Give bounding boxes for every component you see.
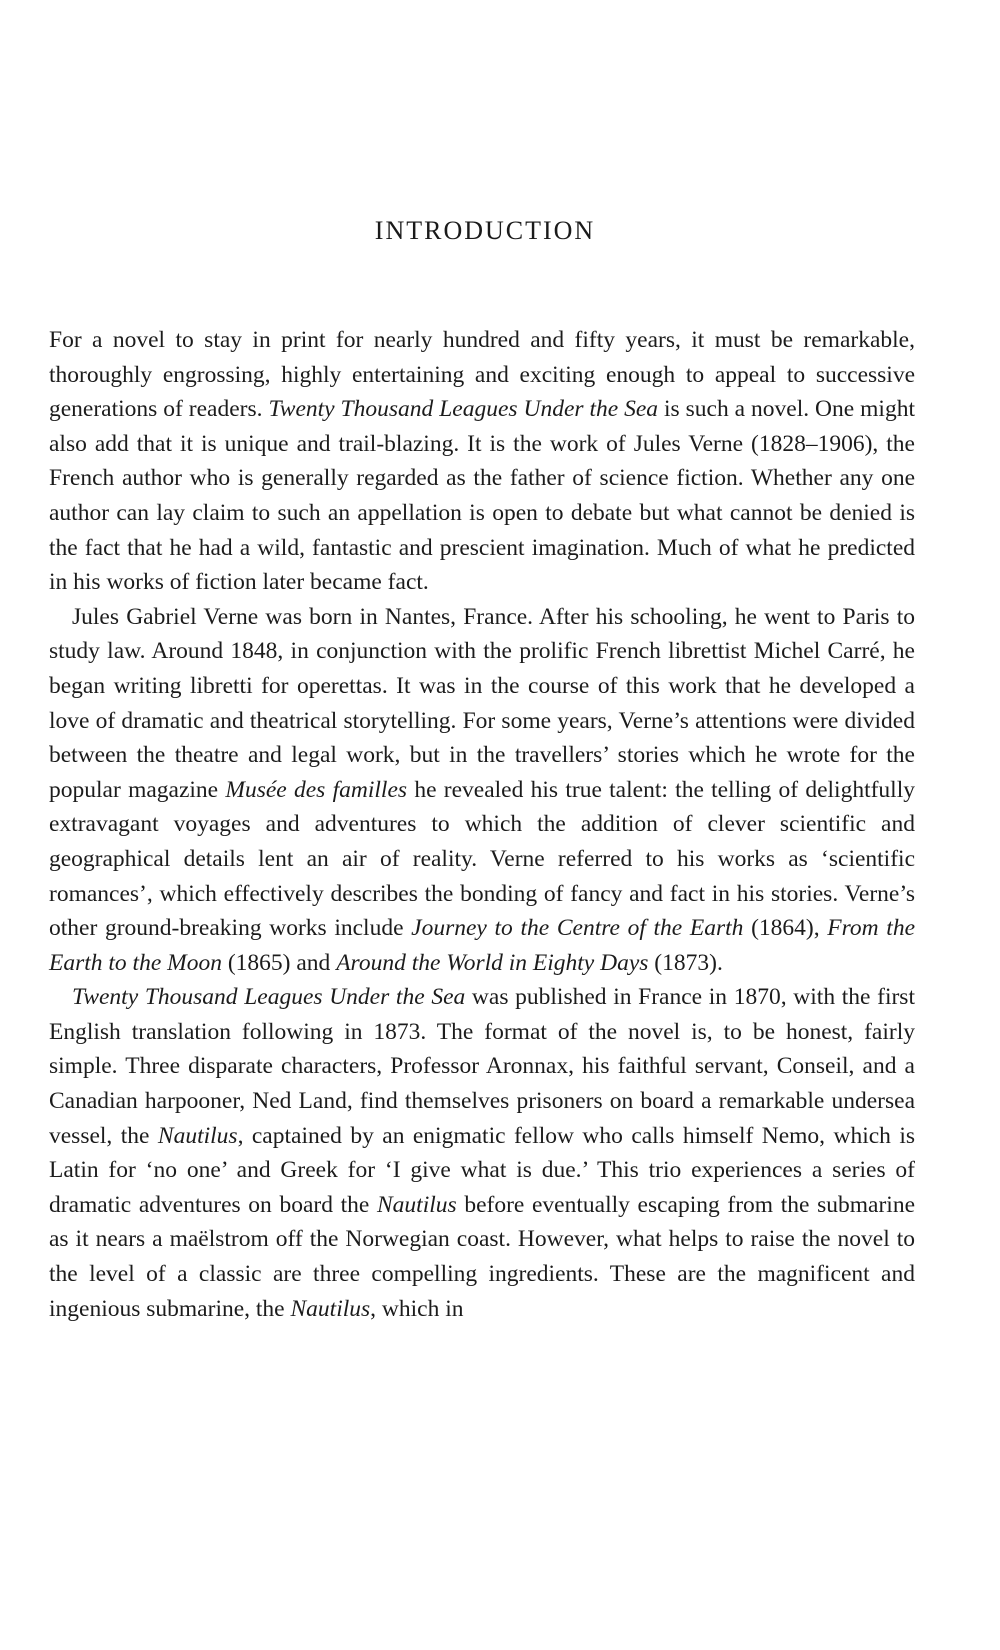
vessel-name-italic: Nautilus bbox=[377, 1191, 457, 1218]
text-segment: , captained by an enigmatic fellow who calls himself Nemo, which is Latin for ‘no one’ and Greek for ‘I give what is due.’ This trio experiences a series of dramatic adventures on board the bbox=[49, 1122, 916, 1218]
magazine-title-italic: Musée des familles bbox=[225, 776, 408, 803]
text-segment: before eventually escaping from the submarine as it nears a maëlstrom off the Norwegian coast. However, what helps to raise the novel to the level of a classic are three compelling ingredients. These are the magnificent and ingenious submarine, the bbox=[49, 1191, 915, 1322]
text-segment: , which in bbox=[370, 1295, 464, 1322]
text-segment: Jules Gabriel Verne was born in Nantes, France. After his schooling, he went to Paris to study law. Around 1848, in conjunction with the prolific French librettist Michel Carré, he began writing libretti for operettas. It was in the course of this work that he developed a love of dramatic and theatrical storytelling. For some years, Verne’s attentions were divided between the theatre and legal work, but in the travellers’ stories which he wrote for the popular magazine bbox=[49, 603, 915, 803]
vessel-name-italic: Nautilus bbox=[157, 1122, 238, 1149]
vessel-name-italic: Nautilus bbox=[290, 1295, 371, 1322]
body-text bbox=[49, 323, 915, 1326]
text-segment: he revealed his true talent: the telling of delightfully extravagant voyages and adventures to which the addition of clever scientific and geographical details lent an air of reality. Verne referred to his works as ‘scientific romances’, which effectively describes the bonding of fancy and fact in his stories. Verne’s other ground-breaking works include bbox=[49, 776, 915, 942]
book-title-italic: Journey to the Centre of the Earth bbox=[411, 915, 744, 942]
text-segment: is such a novel. One might also add that it is unique and trail-blazing. It is the work of Jules Verne (1828–1906), the French author who is generally regarded as the father of science fiction. Whether any one author can lay claim to such an appellation is open to debate but what cannot be denied is the fact that he had a wild, fantastic and prescient imagination. Much of what he predicted in his works of fiction later became fact. bbox=[49, 396, 915, 596]
paragraph-1 bbox=[49, 323, 915, 600]
book-title-italic: From the Earth to the Moon bbox=[49, 915, 916, 976]
text-segment: (1865) and bbox=[221, 949, 337, 976]
page-title: INTRODUCTION bbox=[374, 216, 596, 245]
text-segment: (1864), bbox=[743, 915, 828, 942]
paragraph-3 bbox=[49, 980, 915, 1326]
book-title-italic: Twenty Thousand Leagues Under the Sea bbox=[72, 984, 466, 1011]
paragraph-2 bbox=[49, 600, 915, 981]
text-segment: (1873). bbox=[648, 949, 723, 976]
text-segment: For a novel to stay in print for nearly hundred and fifty years, it must be remarkable, thoroughly engrossing, highly entertaining and exciting enough to appeal to successive generations of readers. bbox=[49, 327, 915, 423]
book-title-italic: Around the World in Eighty Days bbox=[336, 949, 649, 976]
text-segment: was published in France in 1870, with the first English translation following in 1873. The format of the novel is, to be honest, fairly simple. Three disparate characters, Professor Aronnax, his faithful servant, Conseil, and a Canadian harpooner, Ned Land, find themselves prisoners on board a remarkable undersea vessel, the bbox=[49, 984, 915, 1149]
book-title-italic: Twenty Thousand Leagues Under the Sea bbox=[268, 396, 659, 423]
